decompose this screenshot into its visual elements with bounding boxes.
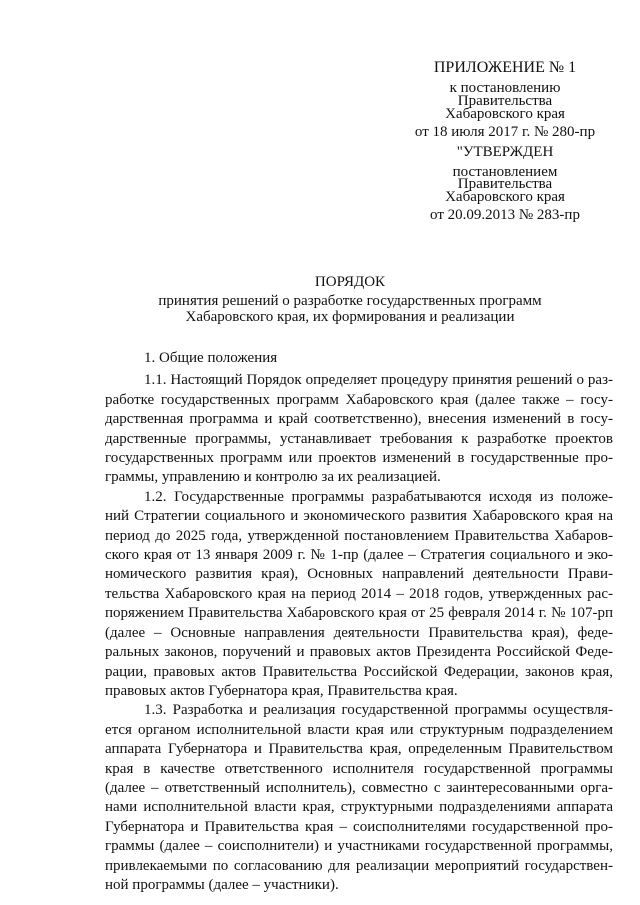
- header-to-resolution: к постановлению: [449, 80, 561, 96]
- paragraph-line: граммы (далее – соисполнители) и участниками государственной программы,: [105, 838, 613, 855]
- paragraph-line: номического развития края), Основных направлений деятельности Прави-: [105, 566, 613, 583]
- header-region-2: Хабаровского края: [445, 189, 565, 205]
- header-government-2: Правительства: [457, 176, 553, 192]
- paragraph-line: нами исполнительной власти края, структурными подразделениями аппарата: [105, 799, 613, 816]
- paragraph-1-2: [105, 488, 613, 701]
- paragraph-line: поряжением Правительства Хабаровского края от 25 февраля 2014 г. № 107-рп: [105, 605, 613, 622]
- header-date-number-2: от 20.09.2013 № 283-пр: [430, 207, 580, 223]
- paragraph-line: (далее – Основные направления деятельности Правительства края), феде-: [105, 624, 613, 641]
- paragraph-line: дарственные программы, устанавливает требования к разработке проектов: [105, 430, 613, 447]
- paragraph-line: 1.3. Разработка и реализация государственной программы осуществля-: [144, 702, 613, 719]
- paragraph-line: 1.2. Государственные программы разрабатываются исходя из положе-: [144, 488, 613, 505]
- header-resolution: постановлением: [452, 164, 558, 180]
- paragraph-line: Губернатора и Правительства края – соисполнителями государственной про-: [105, 818, 613, 835]
- paragraph-line: государственных программ или проектов изменений в государственные про-: [105, 450, 613, 467]
- paragraph-line: (далее – ответственный исполнитель), совместно с заинтересованными орга-: [105, 779, 613, 796]
- document-title: ПОРЯДОК: [314, 274, 386, 290]
- header-government: Правительства: [457, 93, 553, 109]
- paragraph-line: ной программы (далее – участники).: [105, 876, 339, 893]
- paragraph-line: ний Стратегии социального и экономического развития Хабаровского края на: [105, 508, 613, 525]
- paragraph-1-3: [105, 701, 613, 895]
- paragraph-line: работке государственных программ Хабаровского края (далее также – госу-: [105, 391, 613, 408]
- paragraph-line: дарственная программа и край соответственно), внесения изменений в госу-: [105, 411, 613, 428]
- paragraph-line: рации, правовых актов Правительства Российской Федерации, законов края,: [105, 663, 613, 680]
- header-region: Хабаровского края: [445, 106, 565, 122]
- document-subtitle-line-2: Хабаровского края, их формирования и реализации: [185, 309, 515, 325]
- appendix-title: ПРИЛОЖЕНИЕ № 1: [433, 59, 577, 76]
- paragraph-line: аппарата Губернатора и Правительства края, определенным Правительством: [105, 741, 613, 758]
- paragraph-line: период до 2025 года, утвержденной постановлением Правительства Хабаров-: [105, 527, 613, 544]
- document-subtitle-line-1: принятия решений о разработке государственных программ: [158, 293, 542, 309]
- section-heading: 1. Общие положения: [144, 350, 278, 366]
- paragraph-line: тельства Хабаровского края на период 2014 – 2018 годов, утвержденных рас-: [105, 585, 613, 602]
- paragraph-line: ральных законов, поручений и правовых актов Президента Российской Феде-: [105, 644, 613, 661]
- paragraph-line: 1.1. Настоящий Порядок определяет процедуру принятия решений о раз-: [144, 372, 613, 389]
- paragraph-line: ского края от 13 января 2009 г. № 1-пр (далее – Стратегия социального и эко-: [105, 547, 613, 564]
- paragraph-line: граммы, управлению и контролю за их реализацией.: [105, 469, 441, 486]
- header-date-number: от 18 июля 2017 г. № 280-пр: [414, 124, 596, 140]
- paragraph-line: края в качестве ответственного исполнителя государственной программы: [105, 760, 613, 777]
- paragraph-line: ется органом исполнительной власти края или структурным подразделением: [105, 721, 613, 738]
- paragraph-1-1: [105, 371, 613, 487]
- paragraph-line: правовых актов Губернатора края, Правительства края.: [105, 682, 458, 699]
- document-body: [105, 349, 613, 895]
- paragraph-line: привлекаемыми по согласованию для реализации мероприятий государствен-: [105, 857, 613, 874]
- header-approved: "УТВЕРЖДЕН: [456, 144, 554, 160]
